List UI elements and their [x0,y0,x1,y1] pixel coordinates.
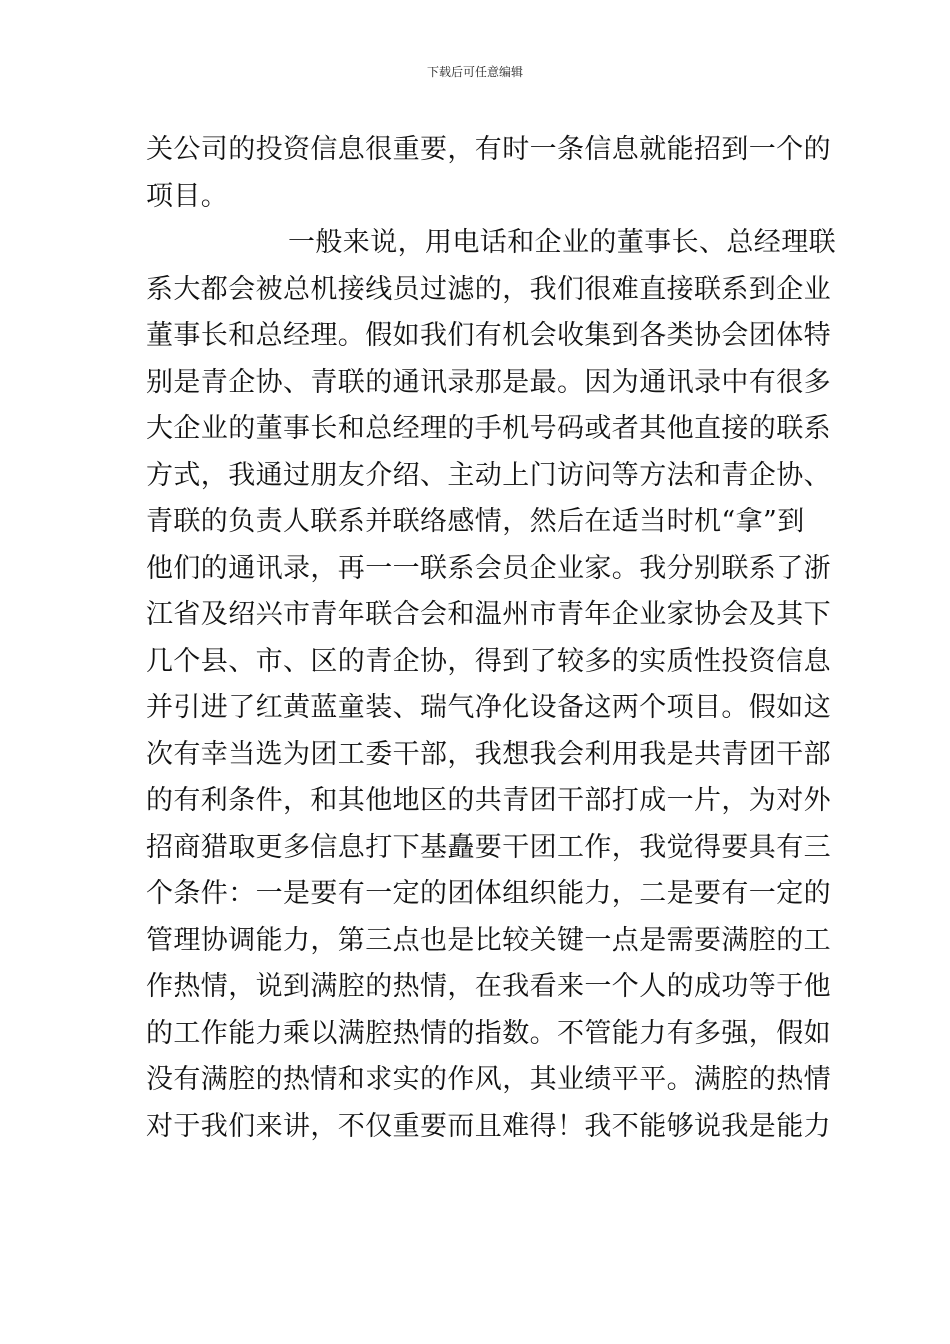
text-line: 管理协调能力，第三点也是比较关键一点是需要满腔的工 [146,924,831,956]
text-line: 招商猎取更多信息打下基矗要干团工作，我觉得要具有三 [146,831,831,863]
text-line: 没有满腔的热情和求实的作风，其业绩平平。满腔的热情 [146,1064,831,1095]
text-line: 作热情，说到满腔的热情，在我看来一个人的成功等于他 [146,971,831,1002]
text-line: 系大都会被总机接线员过滤的，我们很难直接联系到企业 [146,273,831,305]
text-line: 别是青企协、青联的通讯录那是最。因为通讯录中有很多 [146,366,831,398]
paragraph-start-line: 一般来说，用电话和企业的董事长、总经理联 [288,227,836,258]
text-line: 董事长和总经理。假如我们有机会收集到各类协会团体特 [146,320,831,351]
text-line: 并引进了红黄蓝童装、瑞气净化设备这两个项目。假如这 [146,692,831,723]
text-line: 大企业的董事长和总经理的手机号码或者其他直接的联系 [146,413,831,444]
page-header: 下载后可任意编辑 [426,65,523,79]
text-line: 方式，我通过朋友介绍、主动上门访问等方法和青企协、 [146,459,831,491]
text-line: 的有利条件，和其他地区的共青团干部打成一片，为对外 [146,785,831,816]
text-line: 个条件：一是要有一定的团体组织能力，二是要有一定的 [146,878,831,909]
text-line: 江省及绍兴市青年联合会和温州市青年企业家协会及其下 [146,599,831,630]
text-line: 关公司的投资信息很重要，有时一条信息就能招到一个的 [146,134,831,165]
text-line: 的工作能力乘以满腔热情的指数。不管能力有多强，假如 [146,1017,831,1049]
text-line: 几个县、市、区的青企协，得到了较多的实质性投资信息 [146,645,831,677]
text-line: 项目。 [146,180,229,212]
text-line: 对于我们来讲，不仅重要而且难得！我不能够说我是能力 [146,1110,831,1142]
document-body [146,127,836,1150]
text-line: 青联的负责人联系并联络感情，然后在适当时机“拿”到 [146,506,805,537]
text-line: 次有幸当选为团工委干部，我想我会利用我是共青团干部 [146,738,831,770]
text-line: 他们的通讯录，再一一联系会员企业家。我分别联系了浙 [146,552,831,584]
